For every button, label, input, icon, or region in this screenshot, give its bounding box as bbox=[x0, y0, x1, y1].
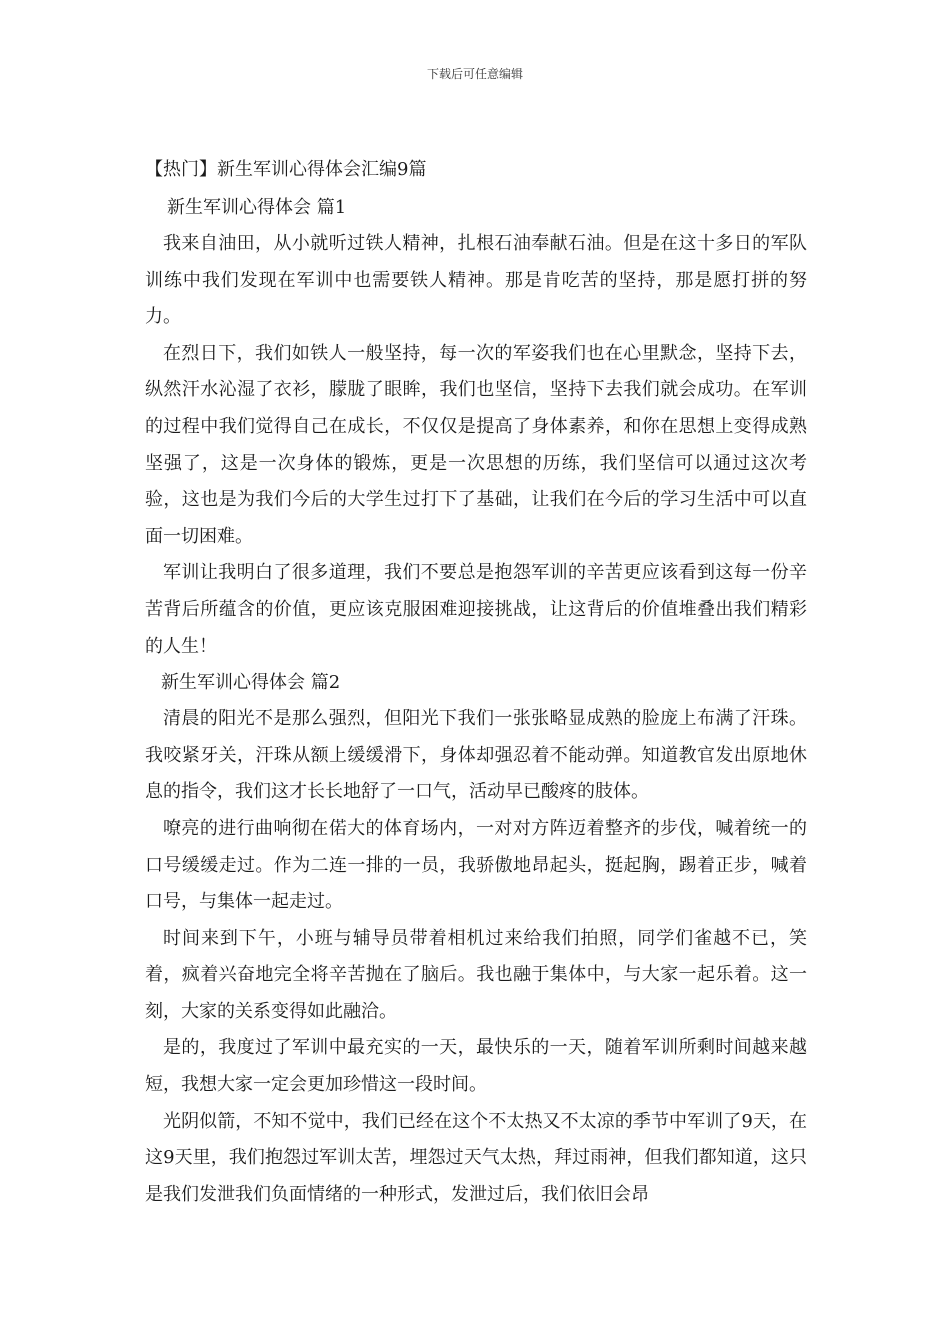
section-heading-2: 新生军训心得体会 篇2 bbox=[161, 672, 341, 694]
document-title: 【热门】新生军训心得体会汇编9篇 bbox=[145, 159, 427, 180]
paragraph: 时间来到下午，小班与辅导员带着相机过来给我们拍照，同学们雀越不已，笑着，疯着兴奋地完全将辛苦抛在了脑后。我也融于集体中，与大家一起乐着。这一刻，大家的关系变得如此融洽。 bbox=[145, 927, 807, 1022]
section-heading-1: 新生军训心得体会 篇1 bbox=[167, 197, 347, 218]
paragraph: 我来自油田，从小就听过铁人精神，扎根石油奉献石油。但是在这十多日的军队训练中我们发现在军训中也需要铁人精神。那是肯吃苦的坚持，那是愿打拼的努力。 bbox=[145, 233, 807, 328]
paragraph: 在烈日下，我们如铁人一般坚持，每一次的军姿我们也在心里默念，坚持下去，纵然汗水沁湿了衣衫，朦胧了眼眸，我们也坚信，坚持下去我们就会成功。在军训的过程中我们觉得自己在成长，不仅仅是提高了身体素养，和你在思想上变得成熟坚强了，这是一次身体的锻炼，更是一次思想的历练，我们坚信可以通过这次考验，这也是为我们今后的大学生过打下了基础，让我们在今后的学习生活中可以直面一切困难。 bbox=[145, 342, 807, 547]
page-header-note: 下载后可任意编辑 bbox=[426, 67, 523, 81]
paragraph: 清晨的阳光不是那么强烈，但阳光下我们一张张略显成熟的脸庞上布满了汗珠。我咬紧牙关，汗珠从额上缓缓滑下，身体却强忍着不能动弹。知道教官发出原地休息的指令，我们这才长长地舒了一口气，活动早已酸疼的肢体。 bbox=[145, 708, 807, 803]
paragraph: 光阴似箭，不知不觉中，我们已经在这个不太热又不太凉的季节中军训了9天，在这9天里，我们抱怨过军训太苦，埋怨过天气太热，拜过雨神，但我们都知道，这只是我们发泄我们负面情绪的一种形式，发泄过后，我们依旧会昂 bbox=[145, 1110, 807, 1205]
paragraph: 是的，我度过了军训中最充实的一天，最快乐的一天，随着军训所剩时间越来越短，我想大家一定会更加珍惜这一段时间。 bbox=[145, 1037, 807, 1096]
document-body bbox=[145, 190, 807, 1213]
paragraph: 嘹亮的进行曲响彻在偌大的体育场内，一对对方阵迈着整齐的步伐，喊着统一的口号缓缓走过。作为二连一排的一员，我骄傲地昂起头，挺起胸，踢着正步，喊着口号，与集体一起走过。 bbox=[145, 817, 807, 913]
paragraph: 军训让我明白了很多道理，我们不要总是抱怨军训的辛苦更应该看到这每一份辛苦背后所蕴含的价值，更应该克服困难迎接挑战，让这背后的价值堆叠出我们精彩的人生！ bbox=[145, 562, 807, 657]
